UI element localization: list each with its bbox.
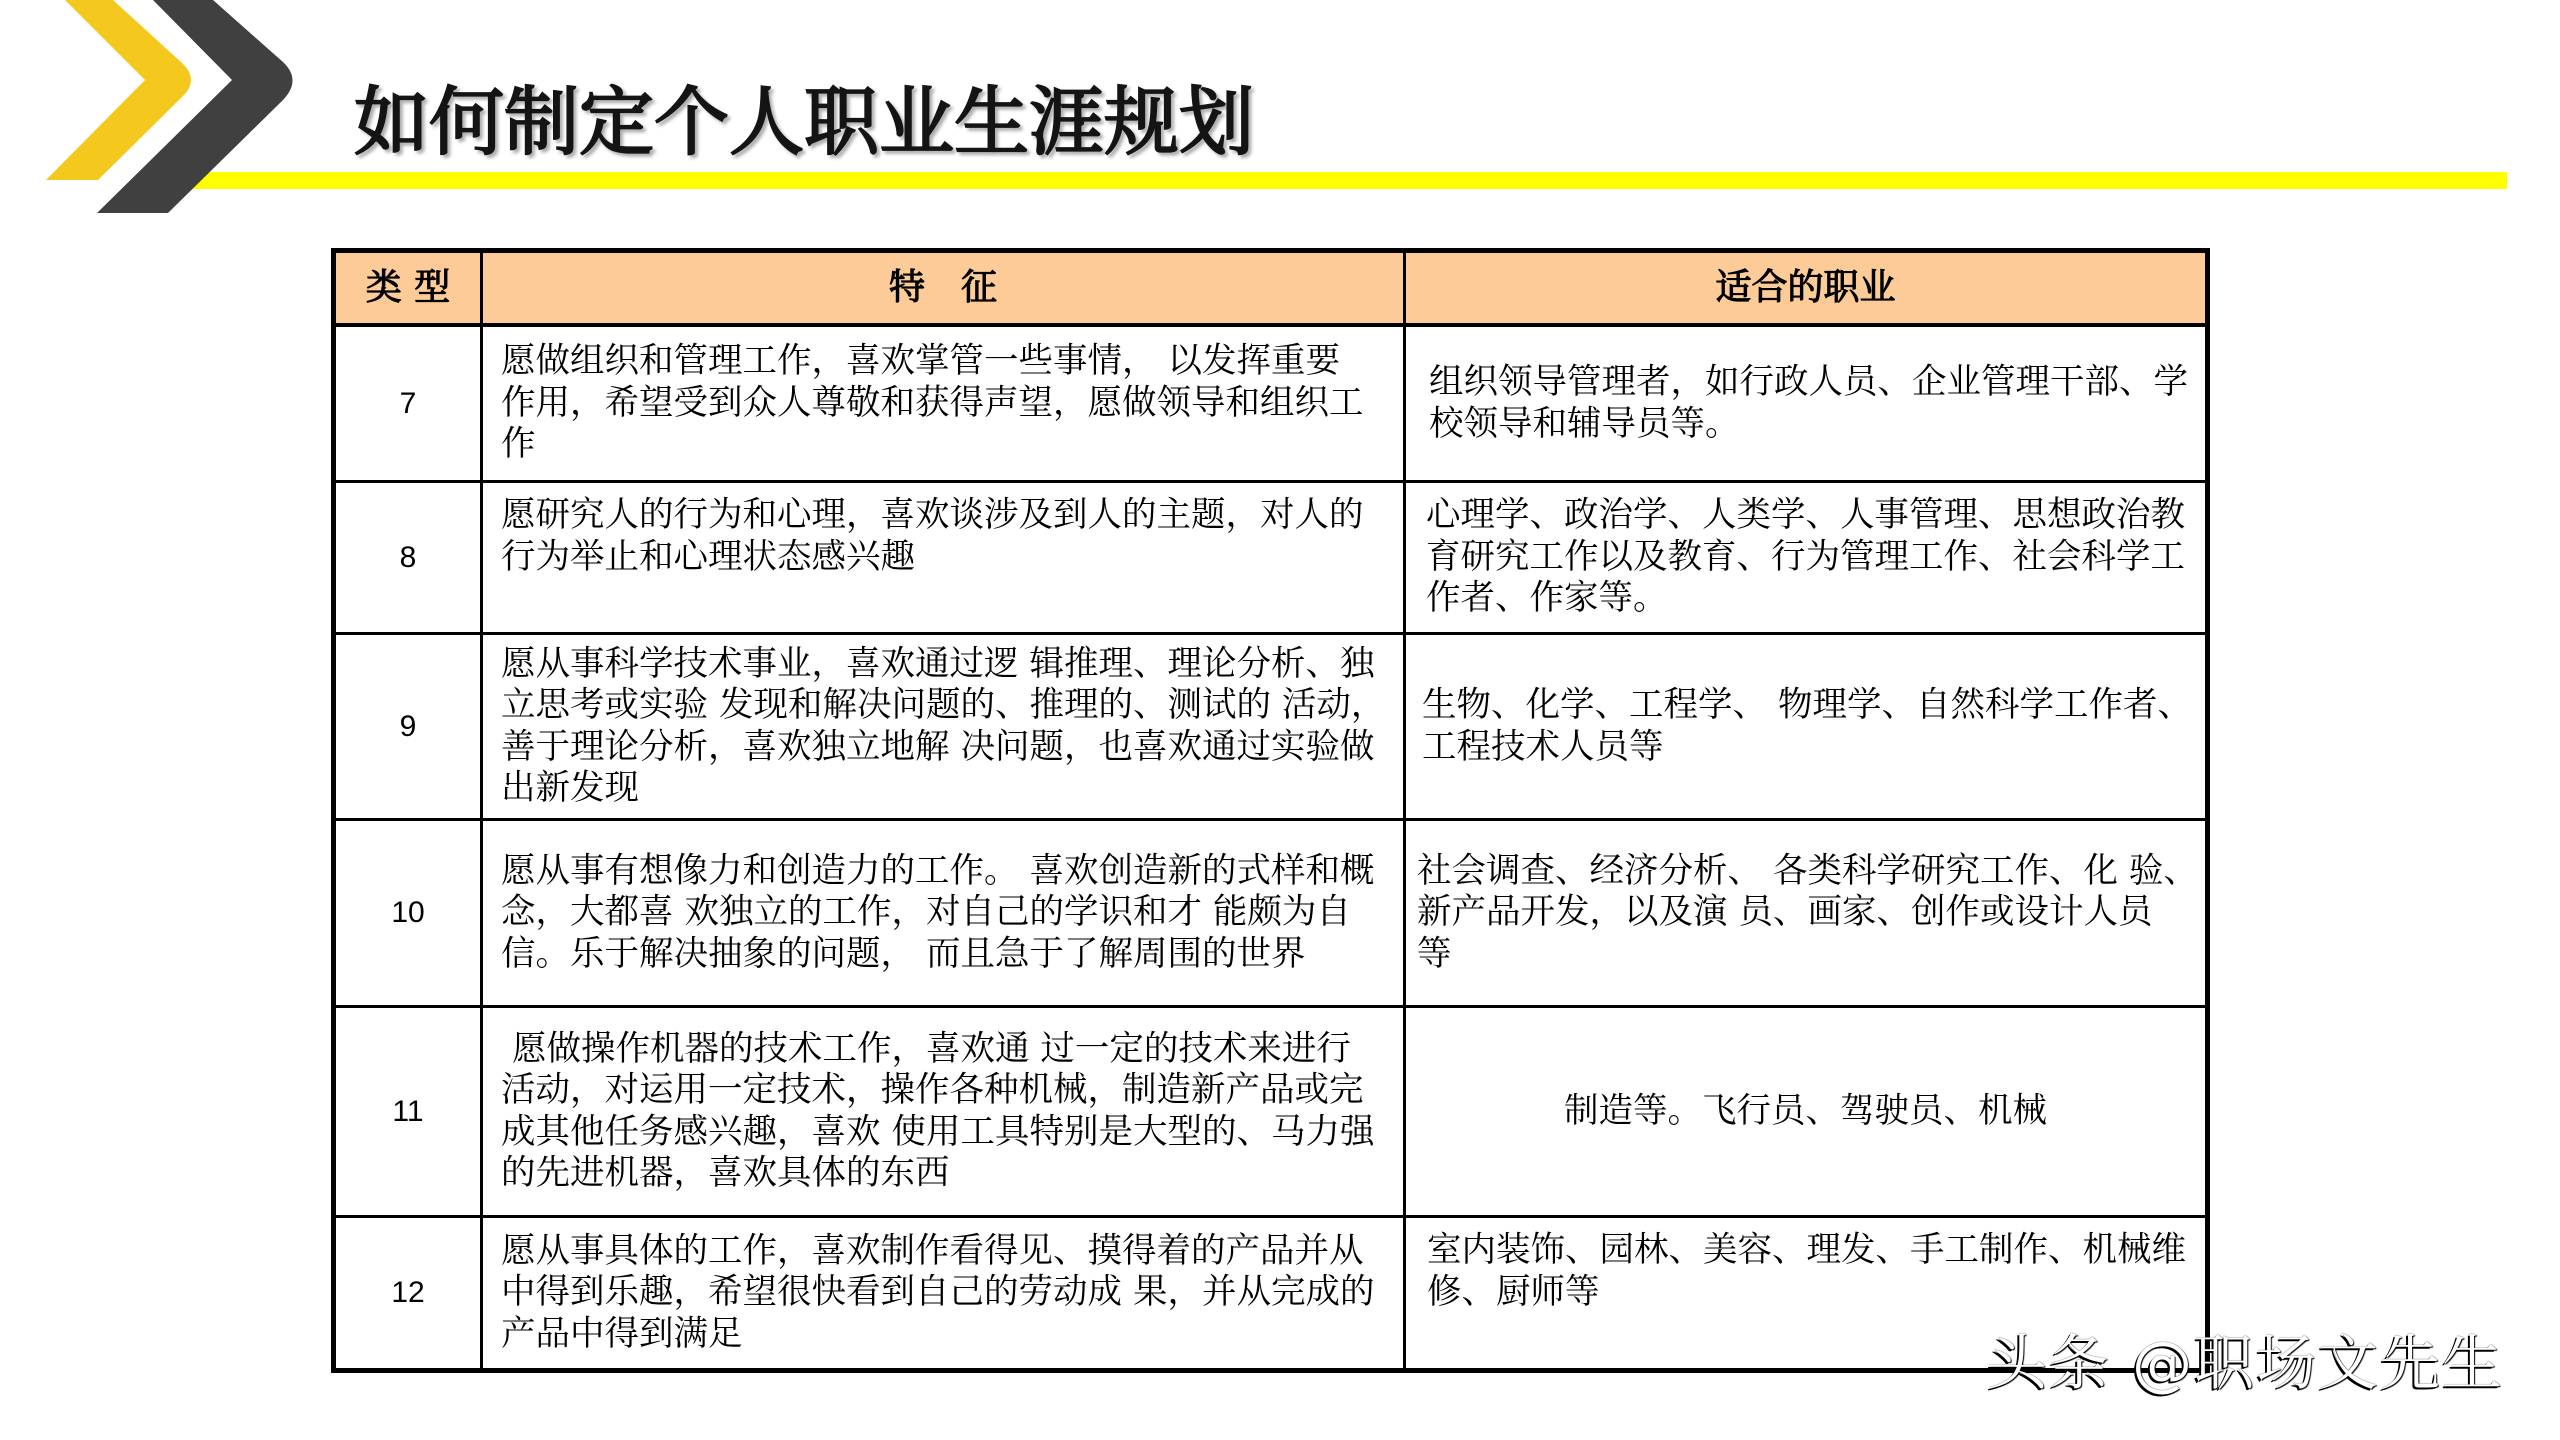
feature-line: 愿从事科学技术事业，喜欢通过逻 辑推理、理论分析、独	[501, 643, 1375, 684]
feature-line: 念，大都喜 欢独立的工作，对自己的学识和才 能颇为自	[501, 892, 1351, 933]
career-line: 育研究工作以及教育、行为管理工作、社会科学工	[1426, 536, 2185, 577]
type-number: 12	[391, 1276, 425, 1309]
watermark: 头条 @职场文先生	[1987, 1329, 2505, 1399]
feature-cell	[483, 327, 1406, 483]
feature-line: 立思考或实验 发现和解决问题的、推理的、测试的 活动，	[501, 685, 1386, 725]
feature-line: 出新发现	[501, 768, 639, 808]
career-cell	[1406, 327, 2205, 483]
career-line: 作者、作家等。	[1426, 578, 1668, 619]
career-line: 生物、化学、工程学、 物理学、自然科学工作者、	[1422, 685, 2192, 725]
feature-line: 中得到乐趣，希望很快看到自己的劳动成 果，并从完成的	[501, 1272, 1375, 1313]
feature-line: 愿做组织和管理工作，喜欢掌管一些事情， 以发挥重要	[501, 341, 1340, 382]
feature-cell	[483, 1008, 1406, 1218]
feature-line: 信。乐于解决抽象的问题， 而且急于了解周围的世界	[501, 933, 1306, 974]
feature-line: 作用，希望受到众人尊敬和获得声望，愿做领导和组织工	[501, 382, 1364, 423]
header-cell-type	[336, 253, 483, 327]
header-cell-career	[1406, 253, 2205, 327]
type-number: 8	[399, 540, 417, 574]
type-cell	[336, 821, 483, 1008]
feature-cell	[483, 635, 1406, 821]
type-cell	[336, 483, 483, 635]
career-cell	[1406, 483, 2205, 635]
career-line: 等	[1417, 933, 1452, 974]
type-number: 10	[391, 896, 425, 929]
type-cell	[336, 635, 483, 821]
career-cell	[1406, 821, 2205, 1008]
feature-line: 行为举止和心理状态感兴趣	[501, 536, 915, 577]
career-line: 新产品开发，以及演 员、画家、创作或设计人员	[1417, 892, 2153, 933]
career-line: 组织领导管理者，如行政人员、企业管理干部、学	[1429, 362, 2188, 402]
career-line: 室内装饰、园林、美容、理发、手工制作、机械维	[1427, 1230, 2186, 1270]
header-feature-label: 特 征	[888, 267, 997, 308]
double-chevron-icon	[0, 0, 320, 230]
feature-line: 作	[501, 424, 536, 465]
title-underline-bar	[180, 172, 2507, 189]
career-line: 工程技术人员等	[1422, 726, 1664, 767]
career-type-table	[331, 248, 2210, 1373]
feature-cell	[483, 1218, 1406, 1368]
feature-line: 的先进机器，喜欢具体的东西	[501, 1153, 950, 1193]
career-line: 社会调查、经济分析、 各类科学研究工作、化 验、	[1417, 850, 2198, 891]
type-cell	[336, 1008, 483, 1218]
career-line: 修、厨师等	[1427, 1271, 1600, 1312]
feature-line: 愿做操作机器的技术工作，喜欢通 过一定的技术来进行	[501, 1028, 1351, 1069]
header-cell-feature	[483, 253, 1406, 327]
career-cell	[1406, 635, 2205, 821]
career-cell	[1406, 1008, 2205, 1218]
feature-line: 善于理论分析，喜欢独立地解 决问题，也喜欢通过实验做	[501, 726, 1375, 767]
feature-line: 愿从事有想像力和创造力的工作。 喜欢创造新的式样和概	[501, 850, 1375, 891]
feature-line: 产品中得到满足	[501, 1313, 743, 1354]
page-title: 如何制定个人职业生涯规划	[354, 78, 1255, 166]
career-line: 校领导和辅导员等。	[1429, 403, 1740, 444]
feature-line: 愿研究人的行为和心理，喜欢谈涉及到人的主题，对人的	[501, 495, 1364, 535]
type-number: 9	[399, 709, 417, 743]
type-number: 7	[399, 386, 417, 420]
header-type-label: 类 型	[365, 267, 451, 308]
feature-cell	[483, 821, 1406, 1008]
feature-line: 愿从事具体的工作，喜欢制作看得见、摸得着的产品并从	[501, 1230, 1364, 1271]
feature-line: 活动，对运用一定技术，操作各种机械，制造新产品或完	[501, 1070, 1364, 1110]
feature-line: 成其他任务感兴趣，喜欢 使用工具特别是大型的、马力强	[501, 1111, 1375, 1152]
feature-cell	[483, 483, 1406, 635]
type-number: 11	[392, 1094, 424, 1128]
type-cell	[336, 1218, 483, 1368]
career-line: 制造等。飞行员、驾驶员、机械	[1564, 1090, 2047, 1131]
header-career-label: 适合的职业	[1715, 267, 1896, 308]
career-line: 心理学、政治学、人类学、人事管理、思想政治教	[1426, 495, 2185, 536]
type-cell	[336, 327, 483, 483]
